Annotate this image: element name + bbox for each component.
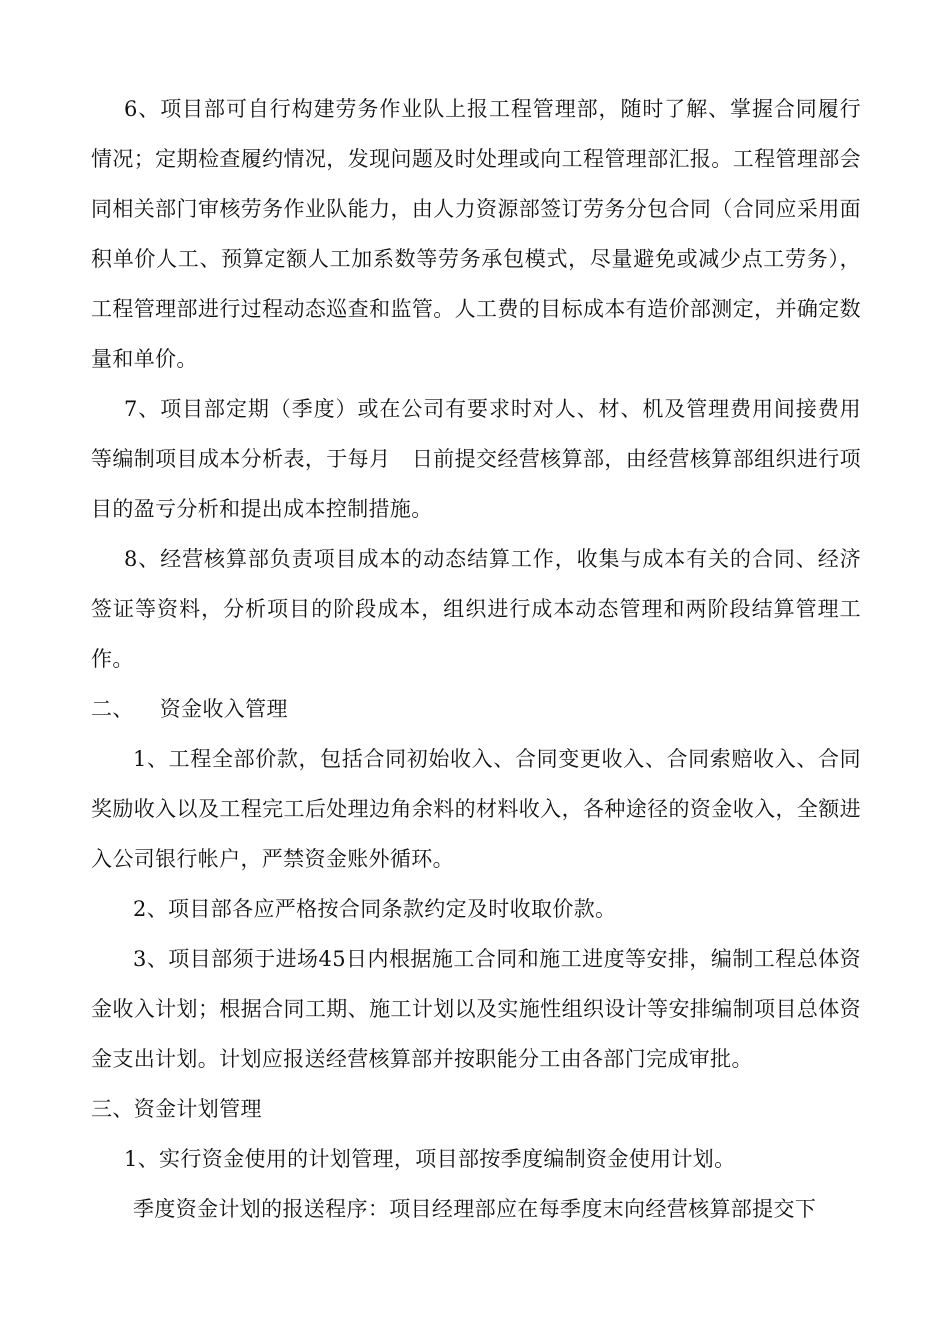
section-heading-2 (91, 684, 861, 734)
section-heading-3: 三、资金计划管理 (91, 1097, 262, 1121)
paragraph-item-8: 8、经营核算部负责项目成本的动态结算工作，收集与成本有关的合同、经济签证等资料，分析项目的阶段成本，组织进行成本动态管理和两阶段结算管理工作。 (91, 547, 861, 671)
paragraph-item-6: 6、项目部可自行构建劳务作业队上报工程管理部，随时了解、掌握合同履行情况；定期检查履约情况，发现问题及时处理或向工程管理部汇报。工程管理部会同相关部门审核劳务作业队能力，由人力资源部签订劳务分包合同（合同应采用面积单价人工、预算定额人工加系数等劳务承包模式，尽量避免或减少点工劳务），工程管理部进行过程动态巡查和监管。人工费的目标成本有造价部测定，并确定数量和单价。 (91, 97, 861, 371)
document-body (91, 84, 861, 1234)
income-item-2: 2、项目部各应严格按合同条款约定及时收取价款。 (133, 897, 617, 921)
plan-item-procedure: 季度资金计划的报送程序：项目经理部应在每季度末向经营核算部提交下 (133, 1197, 817, 1221)
income-item-3: 3、项目部须于进场45日内根据施工合同和施工进度等安排，编制工程总体资金收入计划；根据合同工期、施工计划以及实施性组织设计等安排编制项目总体资金支出计划。计划应报送经营核算部并按职能分工由各部门完成审批。 (91, 947, 861, 1071)
paragraph-item-7: 7、项目部定期（季度）或在公司有要求时对人、材、机及管理费用间接费用等编制项目成本分析表，于每月 日前提交经营核算部，由经营核算部组织进行项目的盈亏分析和提出成本控制措施。 (91, 397, 861, 521)
section-heading-2-title: 资金收入管理 (159, 697, 288, 721)
plan-item-1: 1、实行资金使用的计划管理，项目部按季度编制资金使用计划。 (124, 1147, 736, 1171)
income-item-1: 1、工程全部价款，包括合同初始收入、合同变更收入、合同索赔收入、合同奖励收入以及工程完工后处理边角余料的材料收入，各种途径的资金收入，全额进入公司银行帐户，严禁资金账外循环。 (91, 747, 861, 871)
section-heading-2-number: 二、 (91, 697, 134, 721)
